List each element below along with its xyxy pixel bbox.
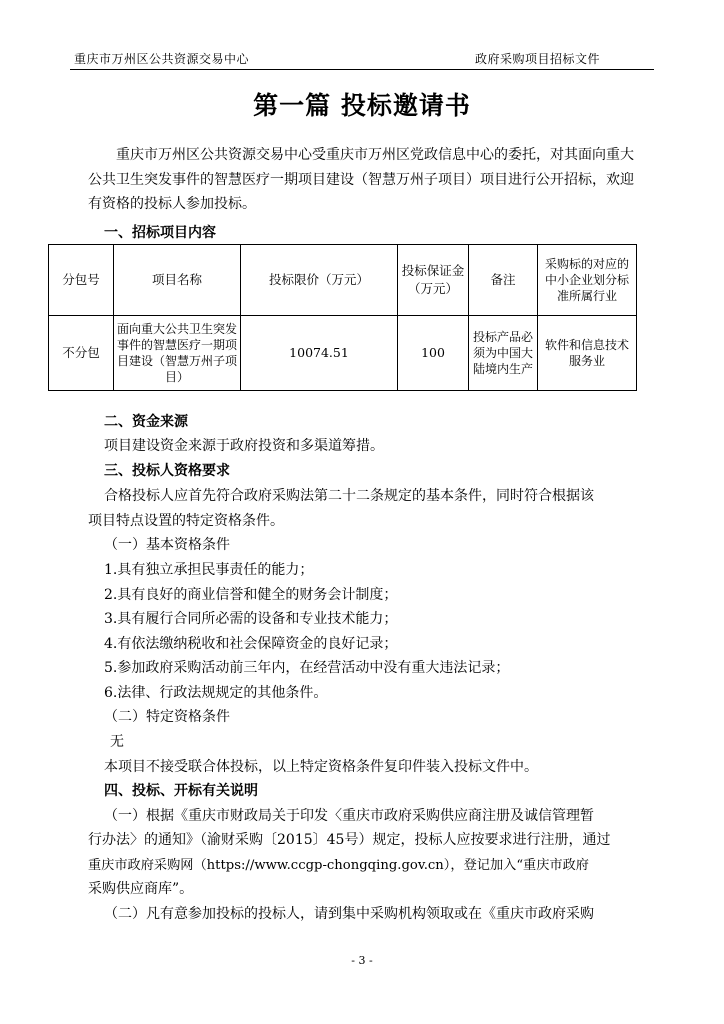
table-header-row bbox=[49, 245, 637, 316]
bidding-doc-line-1: （二）凡有意参加投标的投标人，请到集中采购机构领取或在《重庆市政府采购 bbox=[104, 906, 594, 922]
table-header-cell: 投标保证金（万元） bbox=[398, 245, 469, 316]
list-item: 6.法律、行政法规规定的其他条件。 bbox=[104, 685, 328, 701]
page-title: 第一篇 投标邀请书 bbox=[253, 91, 471, 120]
qualification-intro-line-1: 合格投标人应首先符合政府采购法第二十二条规定的基本条件，同时符合根据该 bbox=[104, 488, 594, 504]
basic-qualification-heading: （一）基本资格条件 bbox=[104, 537, 230, 553]
list-item: 3.具有履行合同所必需的设备和专业技术能力； bbox=[104, 611, 398, 627]
specific-qualification-value: 无 bbox=[110, 734, 124, 750]
list-item: 5.参加政府采购活动前三年内，在经营活动中没有重大违法记录； bbox=[104, 660, 510, 676]
registration-line-3: 重庆市政府采购网（https://www.ccgp-chongqing.gov.cn），登记加入“重庆市政府 bbox=[88, 858, 589, 873]
registration-line-4: 采购供应商库”。 bbox=[88, 881, 194, 897]
table-cell-price-limit: 10074.51 bbox=[241, 316, 398, 391]
header-document-type: 政府采购项目招标文件 bbox=[474, 52, 600, 66]
section-3-heading: 三、投标人资格要求 bbox=[104, 463, 230, 479]
page-number: - 3 - bbox=[351, 954, 373, 967]
bid-items-table bbox=[48, 244, 637, 391]
table-cell-lot: 不分包 bbox=[49, 316, 114, 391]
funding-source-text: 项目建设资金来源于政府投资和多渠道筹措。 bbox=[104, 438, 384, 454]
section-2-heading: 二、资金来源 bbox=[104, 414, 188, 430]
section-1-heading: 一、招标项目内容 bbox=[104, 225, 216, 241]
registration-line-1: （一）根据《重庆市财政局关于印发〈重庆市政府采购供应商注册及诚信管理暂 bbox=[104, 808, 594, 824]
table-header-cell: 项目名称 bbox=[114, 245, 241, 316]
table-header-cell: 分包号 bbox=[49, 245, 114, 316]
table-cell-deposit: 100 bbox=[398, 316, 469, 391]
table-cell-project-name: 面向重大公共卫生突发事件的智慧医疗一期项目建设（智慧万州子项目） bbox=[114, 316, 241, 391]
intro-paragraph: 重庆市万州区公共资源交易中心受重庆市万州区党政信息中心的委托，对其面向重大公共卫生突发事件的智慧医疗一期项目建设（智慧万州子项目）项目进行公开招标，欢迎有资格的投标人参加投标。 bbox=[88, 147, 634, 212]
registration-line-2: 行办法〉的通知》（渝财采购〔2015〕45号）规定，投标人应按要求进行注册，通过 bbox=[88, 832, 611, 848]
qualification-intro-line-2: 项目特点设置的特定资格条件。 bbox=[88, 513, 284, 529]
consortium-note: 本项目不接受联合体投标，以上特定资格条件复印件装入投标文件中。 bbox=[104, 759, 538, 775]
header-organization: 重庆市万州区公共资源交易中心 bbox=[74, 52, 250, 66]
table-header-cell: 采购标的对应的中小企业划分标准所属行业 bbox=[538, 245, 637, 316]
list-item: 1.具有独立承担民事责任的能力； bbox=[104, 562, 314, 578]
section-4-heading: 四、投标、开标有关说明 bbox=[104, 783, 258, 799]
list-item: 2.具有良好的商业信誉和健全的财务会计制度； bbox=[104, 587, 398, 603]
header-divider bbox=[70, 69, 654, 70]
table-header-cell: 备注 bbox=[469, 245, 538, 316]
table-row bbox=[49, 316, 637, 391]
list-item: 4.有依法缴纳税收和社会保障资金的良好记录； bbox=[104, 636, 398, 652]
table-cell-industry: 软件和信息技术服务业 bbox=[538, 316, 637, 391]
table-header-cell: 投标限价（万元） bbox=[241, 245, 398, 316]
table-cell-remark: 投标产品必须为中国大陆境内生产 bbox=[469, 316, 538, 391]
specific-qualification-heading: （二）特定资格条件 bbox=[104, 709, 230, 725]
